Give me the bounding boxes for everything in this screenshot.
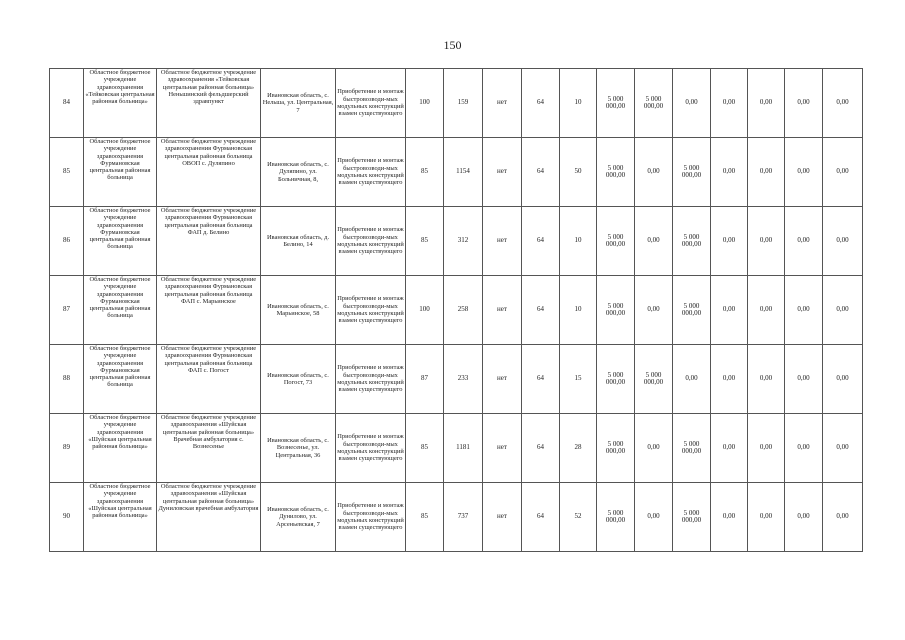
funding-year-5-text: 0,00 <box>797 444 810 452</box>
funding-year-5-text: 0,00 <box>797 375 810 383</box>
value-col-2 <box>444 276 483 345</box>
value-col-3 <box>483 207 522 276</box>
institution-name <box>157 207 261 276</box>
funding-year-5 <box>785 207 823 276</box>
value-col-4-text: 64 <box>537 375 544 383</box>
funding-year-5 <box>785 483 823 552</box>
works-description-text: Приобретение и монтаж быстровозводи-мых модульных конструкций взамен существующего <box>337 433 404 463</box>
value-col-5-text: 28 <box>574 444 582 452</box>
funding-year-1-text: 5 000 000,00 <box>643 95 664 110</box>
funding-year-2 <box>673 414 711 483</box>
row-number-text: 86 <box>63 237 70 245</box>
value-col-5 <box>560 207 597 276</box>
funding-total-text: 5 000 000,00 <box>605 509 626 524</box>
funding-year-1 <box>635 69 673 138</box>
funding-year-2 <box>673 483 711 552</box>
funding-total <box>597 414 635 483</box>
owner-organization <box>84 414 157 483</box>
funding-year-3 <box>711 276 748 345</box>
value-col-3-text: нет <box>497 444 507 452</box>
funding-year-1-text: 0,00 <box>647 513 660 521</box>
address-text: Ивановская область, с. Дуляпино, ул. Больничная, 8, <box>267 161 329 183</box>
owner-organization-text: Областное бюджетное учреждение здравоохранения Фурмановская центральная районная больница <box>89 138 151 182</box>
funding-year-3-text: 0,00 <box>722 375 736 383</box>
value-col-5-text: 52 <box>574 513 582 521</box>
value-col-3-text: нет <box>497 306 507 314</box>
funding-year-3-text: 0,00 <box>722 237 736 245</box>
row-number-text: 89 <box>63 444 70 452</box>
works-description <box>336 69 406 138</box>
value-col-2-text: 1181 <box>456 444 470 452</box>
works-description <box>336 207 406 276</box>
funding-year-4 <box>748 345 785 414</box>
value-col-2 <box>444 483 483 552</box>
value-col-1-text: 100 <box>419 306 430 314</box>
funding-total-text: 5 000 000,00 <box>605 371 626 386</box>
funding-year-2-text: 5 000 000,00 <box>681 509 702 524</box>
funding-year-6 <box>823 414 863 483</box>
row-number <box>50 345 84 414</box>
funding-year-3-text: 0,00 <box>722 513 736 521</box>
value-col-5 <box>560 483 597 552</box>
value-col-4-text: 64 <box>537 99 544 107</box>
value-col-1-text: 100 <box>419 99 430 107</box>
value-col-2-text: 312 <box>457 237 469 245</box>
value-col-1-text: 85 <box>421 513 428 521</box>
funding-year-2 <box>673 69 711 138</box>
value-col-2 <box>444 138 483 207</box>
funding-total <box>597 276 635 345</box>
works-description <box>336 483 406 552</box>
institution-name-text: Областное бюджетное учреждение здравоохранения «Шуйская центральная районная больница» Врачебная амбулатория с. Вознесенье <box>160 414 257 451</box>
funding-year-6 <box>823 138 863 207</box>
value-col-4 <box>522 276 560 345</box>
funding-year-6 <box>823 276 863 345</box>
funding-year-3 <box>711 207 748 276</box>
owner-organization <box>84 483 157 552</box>
funding-year-4-text: 0,00 <box>759 99 773 107</box>
row-number <box>50 207 84 276</box>
funding-year-5 <box>785 276 823 345</box>
value-col-5-text: 10 <box>574 99 582 107</box>
value-col-4 <box>522 138 560 207</box>
value-col-2 <box>444 207 483 276</box>
funding-year-2 <box>673 345 711 414</box>
funding-year-5-text: 0,00 <box>797 168 810 176</box>
funding-year-1 <box>635 276 673 345</box>
address <box>261 207 336 276</box>
funding-year-1 <box>635 414 673 483</box>
row-number <box>50 69 84 138</box>
funding-year-2-text: 0,00 <box>685 99 698 107</box>
funding-year-4 <box>748 414 785 483</box>
funding-year-5-text: 0,00 <box>797 513 810 521</box>
address-text: Ивановская область, с. Вознесенье, ул. Центральная, 36 <box>267 437 329 459</box>
institution-name <box>157 414 261 483</box>
institution-name <box>157 69 261 138</box>
owner-organization <box>84 276 157 345</box>
value-col-4 <box>522 483 560 552</box>
owner-organization-text: Областное бюджетное учреждение здравоохранения Фурмановская центральная районная больница <box>89 276 151 320</box>
value-col-1 <box>406 138 444 207</box>
value-col-3 <box>483 138 522 207</box>
funding-year-2-text: 0,00 <box>685 375 698 383</box>
funding-year-6-text: 0,00 <box>836 306 849 314</box>
row-number-text: 85 <box>63 168 70 176</box>
value-col-3 <box>483 483 522 552</box>
funding-year-6 <box>823 69 863 138</box>
funding-year-1-text: 5 000 000,00 <box>643 371 664 386</box>
institution-name-text: Областное бюджетное учреждение здравоохранения «Шуйская центральная районная больница» Дуниловская врачебная амбулатория <box>158 483 259 512</box>
funding-year-6-text: 0,00 <box>836 168 849 176</box>
owner-organization-text: Областное бюджетное учреждение здравоохранения «Тейковская центральная районная больница» <box>85 69 155 106</box>
funding-year-2-text: 5 000 000,00 <box>681 164 702 179</box>
funding-year-2 <box>673 207 711 276</box>
funding-year-4-text: 0,00 <box>759 375 773 383</box>
value-col-2-text: 258 <box>457 306 469 314</box>
institution-name-text: Областное бюджетное учреждение здравоохранения Фурмановская центральная районная больница ФАП д. Белино <box>160 207 257 236</box>
funding-year-3-text: 0,00 <box>722 444 736 452</box>
value-col-4 <box>522 414 560 483</box>
table-row <box>50 414 863 483</box>
funding-year-4 <box>748 138 785 207</box>
funding-year-6 <box>823 483 863 552</box>
works-description-text: Приобретение и монтаж быстровозводи-мых модульных конструкций взамен существующего <box>337 295 404 325</box>
funding-year-5-text: 0,00 <box>797 99 810 107</box>
address-text: Ивановская область, с. Марьинское, 58 <box>267 302 329 317</box>
value-col-4-text: 64 <box>537 168 544 176</box>
row-number-text: 84 <box>63 99 70 107</box>
row-number <box>50 138 84 207</box>
address <box>261 345 336 414</box>
value-col-1-text: 87 <box>421 375 428 383</box>
value-col-1 <box>406 345 444 414</box>
value-col-2 <box>444 345 483 414</box>
funding-total <box>597 138 635 207</box>
value-col-4-text: 64 <box>537 237 544 245</box>
funding-total <box>597 345 635 414</box>
value-col-3 <box>483 69 522 138</box>
value-col-1 <box>406 276 444 345</box>
address <box>261 483 336 552</box>
institution-name-text: Областное бюджетное учреждение здравоохранения Фурмановская центральная районная больница ОВОП с. Дуляпино <box>160 138 257 167</box>
funding-year-2 <box>673 138 711 207</box>
value-col-5-text: 10 <box>574 306 582 314</box>
address-text: Ивановская область, д. Белино, 14 <box>266 233 330 248</box>
value-col-5-text: 10 <box>574 237 582 245</box>
funding-year-5 <box>785 138 823 207</box>
works-description <box>336 414 406 483</box>
value-col-1 <box>406 483 444 552</box>
value-col-3 <box>483 345 522 414</box>
works-description <box>336 276 406 345</box>
value-col-5 <box>560 69 597 138</box>
table-body <box>50 69 863 552</box>
value-col-2-text: 737 <box>457 513 469 521</box>
owner-organization <box>84 345 157 414</box>
table-row <box>50 69 863 138</box>
funding-year-6-text: 0,00 <box>836 375 849 383</box>
funding-year-4 <box>748 276 785 345</box>
page-number: 150 <box>443 38 462 52</box>
value-col-4 <box>522 69 560 138</box>
value-col-4 <box>522 345 560 414</box>
funding-total <box>597 207 635 276</box>
funding-total <box>597 483 635 552</box>
funding-year-1-text: 0,00 <box>647 237 660 245</box>
value-col-2-text: 159 <box>457 99 469 107</box>
owner-organization <box>84 138 157 207</box>
facilities-table <box>49 68 863 552</box>
funding-year-5 <box>785 414 823 483</box>
owner-organization-text: Областное бюджетное учреждение здравоохранения Фурмановская центральная районная больница <box>89 207 151 251</box>
owner-organization-text: Областное бюджетное учреждение здравоохранения Фурмановская центральная районная больница <box>89 345 151 389</box>
address <box>261 276 336 345</box>
funding-year-4-text: 0,00 <box>759 444 773 452</box>
funding-total-text: 5 000 000,00 <box>605 440 626 455</box>
funding-year-1-text: 0,00 <box>647 168 660 176</box>
value-col-2-text: 233 <box>457 375 469 383</box>
institution-name <box>157 138 261 207</box>
row-number <box>50 276 84 345</box>
funding-year-2-text: 5 000 000,00 <box>681 302 702 317</box>
value-col-5 <box>560 414 597 483</box>
value-col-1-text: 85 <box>421 444 428 452</box>
row-number <box>50 483 84 552</box>
value-col-4-text: 64 <box>537 513 544 521</box>
value-col-3 <box>483 276 522 345</box>
funding-year-2-text: 5 000 000,00 <box>681 440 702 455</box>
row-number <box>50 414 84 483</box>
value-col-1-text: 85 <box>421 237 428 245</box>
value-col-4-text: 64 <box>537 444 544 452</box>
funding-year-6-text: 0,00 <box>836 99 849 107</box>
table-row <box>50 207 863 276</box>
value-col-1 <box>406 414 444 483</box>
owner-organization <box>84 207 157 276</box>
institution-name <box>157 483 261 552</box>
value-col-2 <box>444 69 483 138</box>
funding-year-4-text: 0,00 <box>759 306 773 314</box>
value-col-3-text: нет <box>497 375 507 383</box>
address <box>261 138 336 207</box>
works-description <box>336 345 406 414</box>
value-col-5 <box>560 345 597 414</box>
funding-total <box>597 69 635 138</box>
value-col-1 <box>406 69 444 138</box>
funding-year-6-text: 0,00 <box>836 237 849 245</box>
value-col-4 <box>522 207 560 276</box>
funding-year-3 <box>711 483 748 552</box>
funding-total-text: 5 000 000,00 <box>605 233 626 248</box>
value-col-3-text: нет <box>497 513 507 521</box>
funding-year-6-text: 0,00 <box>836 513 849 521</box>
funding-year-6-text: 0,00 <box>836 444 849 452</box>
row-number-text: 87 <box>63 306 70 314</box>
works-description-text: Приобретение и монтаж быстровозводи-мых модульных конструкций взамен существующего <box>337 157 404 187</box>
value-col-2 <box>444 414 483 483</box>
funding-total-text: 5 000 000,00 <box>605 164 626 179</box>
owner-organization-text: Областное бюджетное учреждение здравоохранения «Шуйская центральная районная больница» <box>88 483 152 520</box>
address-text: Ивановская область, с. Нельша, ул. Центральная, 7 <box>262 92 334 114</box>
works-description <box>336 138 406 207</box>
funding-year-2 <box>673 276 711 345</box>
value-col-5-text: 50 <box>574 168 582 176</box>
funding-year-3 <box>711 69 748 138</box>
value-col-5 <box>560 138 597 207</box>
value-col-5-text: 15 <box>574 375 582 383</box>
table-row <box>50 276 863 345</box>
institution-name-text: Областное бюджетное учреждение здравоохранения Фурмановская центральная районная больница ФАП с. Марьинское <box>160 276 257 305</box>
value-col-3-text: нет <box>497 99 507 107</box>
funding-year-3 <box>711 345 748 414</box>
table-row <box>50 138 863 207</box>
row-number-text: 88 <box>63 375 70 383</box>
works-description-text: Приобретение и монтаж быстровозводи-мых модульных конструкций взамен существующего <box>337 226 404 256</box>
address-text: Ивановская область, с. Погост, 73 <box>267 371 329 386</box>
value-col-2-text: 1154 <box>456 168 470 176</box>
funding-year-4 <box>748 207 785 276</box>
funding-total-text: 5 000 000,00 <box>605 95 626 110</box>
institution-name-text: Областное бюджетное учреждение здравоохранения Фурмановская центральная районная больница ФАП с. Погост <box>160 345 257 374</box>
address <box>261 69 336 138</box>
funding-year-3-text: 0,00 <box>722 168 736 176</box>
value-col-3 <box>483 414 522 483</box>
funding-year-4 <box>748 69 785 138</box>
funding-year-5 <box>785 345 823 414</box>
funding-year-1-text: 0,00 <box>647 444 660 452</box>
works-description-text: Приобретение и монтаж быстровозводи-мых модульных конструкций взамен существующего <box>337 502 404 532</box>
funding-total-text: 5 000 000,00 <box>605 302 626 317</box>
value-col-5 <box>560 276 597 345</box>
row-number-text: 90 <box>63 513 70 521</box>
funding-year-4 <box>748 483 785 552</box>
funding-year-5 <box>785 69 823 138</box>
value-col-1 <box>406 207 444 276</box>
table-row <box>50 483 863 552</box>
funding-year-1 <box>635 345 673 414</box>
funding-year-1-text: 0,00 <box>647 306 660 314</box>
funding-year-1 <box>635 138 673 207</box>
value-col-3-text: нет <box>497 168 507 176</box>
funding-year-1 <box>635 483 673 552</box>
funding-year-4-text: 0,00 <box>759 168 773 176</box>
funding-year-3 <box>711 138 748 207</box>
works-description-text: Приобретение и монтаж быстровозводи-мых модульных конструкций взамен существующего <box>337 364 404 394</box>
funding-year-3-text: 0,00 <box>722 306 736 314</box>
funding-year-6 <box>823 207 863 276</box>
institution-name <box>157 345 261 414</box>
owner-organization-text: Областное бюджетное учреждение здравоохранения «Шуйская центральная районная больница» <box>88 414 152 451</box>
address <box>261 414 336 483</box>
table-row <box>50 345 863 414</box>
works-description-text: Приобретение и монтаж быстровозводи-мых модульных конструкций взамен существующего <box>337 88 404 118</box>
funding-year-5-text: 0,00 <box>797 306 810 314</box>
funding-year-2-text: 5 000 000,00 <box>681 233 702 248</box>
value-col-1-text: 85 <box>421 168 428 176</box>
owner-organization <box>84 69 157 138</box>
funding-year-3 <box>711 414 748 483</box>
funding-year-4-text: 0,00 <box>759 513 773 521</box>
funding-year-4-text: 0,00 <box>759 237 773 245</box>
institution-name-text: Областное бюджетное учреждение здравоохранения «Тейковская центральная районная больница» Неньшинский фельдшерский здравпункт <box>160 69 257 106</box>
institution-name <box>157 276 261 345</box>
address-text: Ивановская область, с. Дунилово, ул. Арсеньевская, 7 <box>267 506 329 528</box>
funding-year-5-text: 0,00 <box>797 237 810 245</box>
funding-year-3-text: 0,00 <box>722 99 736 107</box>
funding-year-6 <box>823 345 863 414</box>
value-col-4-text: 64 <box>537 306 544 314</box>
funding-year-1 <box>635 207 673 276</box>
value-col-3-text: нет <box>497 237 507 245</box>
